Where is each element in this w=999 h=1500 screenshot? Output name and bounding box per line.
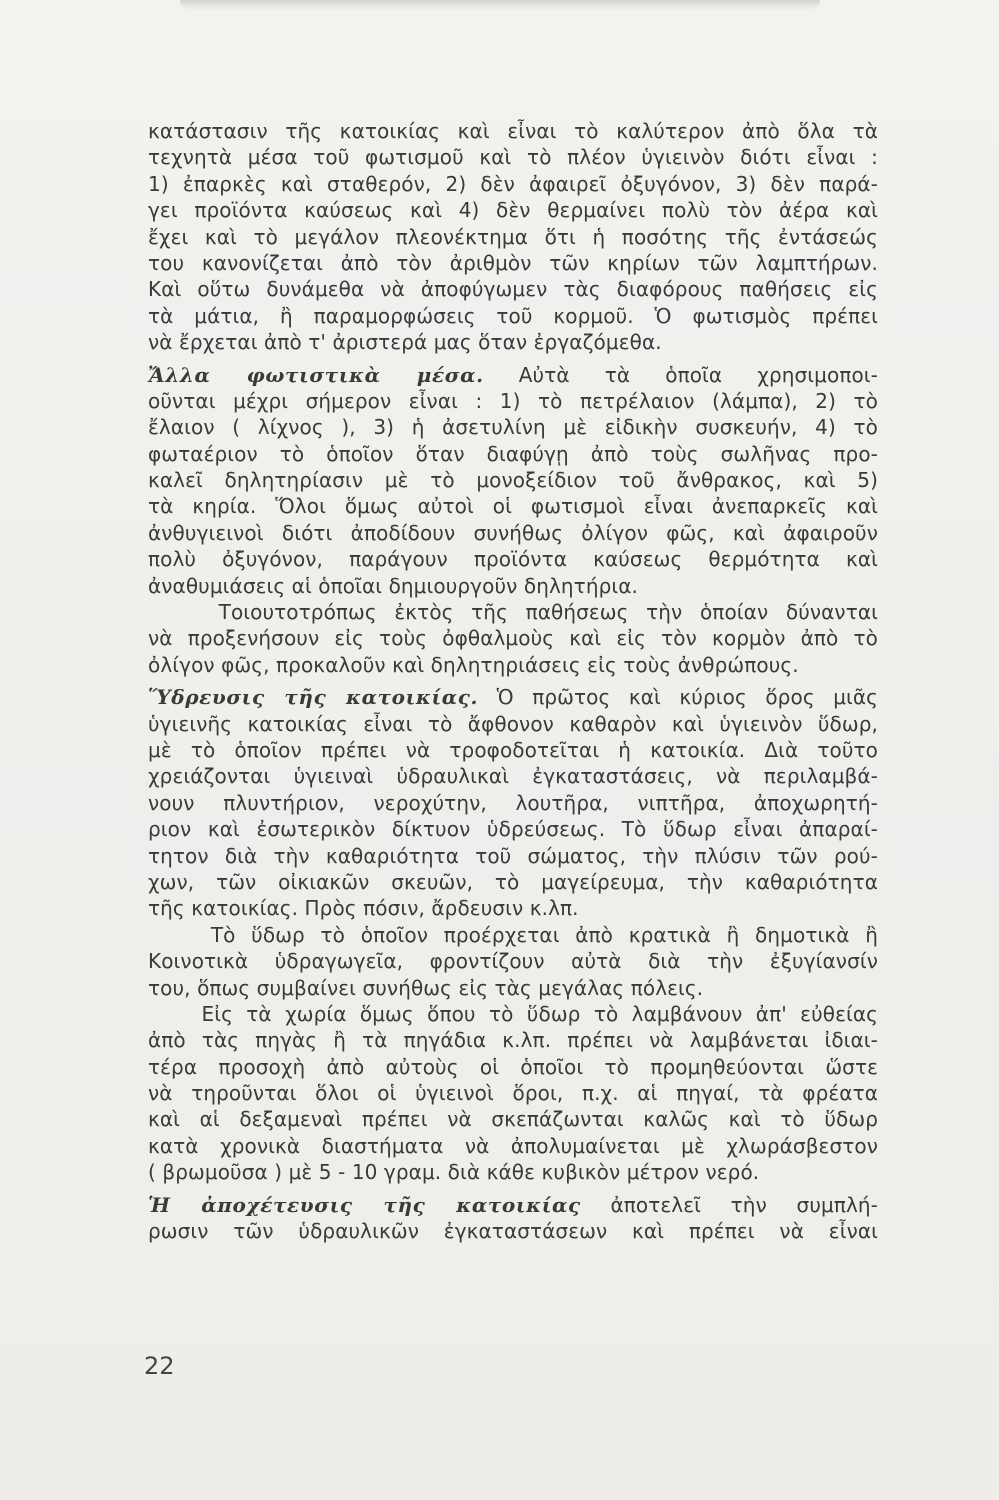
- line-text: τὰ κηρία. Ὅλοι ὅμως αὐτοὶ οἱ φωτισμοὶ εἶναι ἀνεπαρκεῖς καὶ: [148, 494, 878, 519]
- text-line: [148, 1080, 878, 1106]
- line-text: ρωσιν τῶν ὑδραυλικῶν ἐγκαταστάσεων καὶ πρέπει νὰ εἶναι: [148, 1219, 878, 1244]
- text-line: [148, 388, 878, 414]
- text-line: [148, 1106, 878, 1132]
- line-text: ἀποτελεῖ τὴν συμπλή-: [580, 1192, 878, 1217]
- text-line: [148, 493, 878, 519]
- line-text: φωταέριον τὸ ὁποῖον ὅταν διαφύγῃ ἀπὸ τοὺς σωλῆνας προ-: [148, 441, 878, 466]
- line-text: νὰ προξενήσουν εἰς τοὺς ὀφθαλμοὺς καὶ εἰς τὸν κορμὸν ἀπὸ τὸ: [148, 626, 878, 651]
- page-number: 22: [144, 1352, 175, 1380]
- line-text: καλεῖ δηλητηρίασιν μὲ τὸ μονοξείδιον τοῦ ἄνθρακος, καὶ 5): [148, 468, 878, 493]
- line-text: ἔλαιον ( λίχνος ), 3) ἡ ἀσετυλίνη μὲ εἰδικὴν συσκευήν, 4) τὸ: [148, 415, 878, 440]
- text-line: [148, 1027, 878, 1053]
- line-text: ἔχει καὶ τὸ μεγάλον πλεονέκτημα ὅτι ἡ ποσότης τῆς ἐντάσεώς: [148, 224, 878, 249]
- line-text: νὰ τηροῦνται ὅλοι οἱ ὑγιεινοὶ ὅροι, π.χ. αἱ πηγαί, τὰ φρέατα: [148, 1081, 878, 1106]
- line-text: κατὰ χρονικὰ διαστήματα νὰ ἀπολυμαίνεται μὲ χλωράσβεστον: [148, 1133, 878, 1158]
- line-text: ἀναθυμιάσεις αἱ ὁποῖαι δημιουργοῦν δηλητήρια.: [148, 573, 638, 598]
- text-line: [148, 362, 878, 388]
- line-text: Τοιουτοτρόπως ἐκτὸς τῆς παθήσεως τὴν ὁποίαν δύνανται: [148, 600, 878, 625]
- line-text: γει προϊόντα καύσεως καὶ 4) δὲν θερμαίνει πολὺ τὸν ἀέρα καὶ: [148, 198, 878, 223]
- text-line: [148, 467, 878, 493]
- line-text: ( βρωμοῦσα ) μὲ 5 - 10 γραμ. διὰ κάθε κυβικὸν μέτρον νερό.: [148, 1160, 760, 1185]
- line-text: 1) ἐπαρκὲς καὶ σταθερόν, 2) δὲν ἀφαιρεῖ ὀξυγόνον, 3) δὲν παρά-: [148, 171, 878, 196]
- line-text: οῦνται μέχρι σήμερον εἶναι : 1) τὸ πετρέλαιον (λάμπα), 2) τὸ: [148, 388, 878, 413]
- section-heading: Ἄλλα φωτιστικὰ μέσα.: [148, 362, 484, 387]
- text-line: [148, 1192, 878, 1218]
- text-line: [148, 414, 878, 440]
- line-text: καὶ αἱ δεξαμεναὶ πρέπει νὰ σκεπάζωνται καλῶς καὶ τὸ ὕδωρ: [148, 1107, 878, 1132]
- text-line: [148, 520, 878, 546]
- line-text: χρειάζονται ὑγιειναὶ ὑδραυλικαὶ ἐγκαταστάσεις, νὰ περιλαμβά-: [148, 764, 878, 789]
- text-line: [148, 573, 878, 599]
- line-text: Εἰς τὰ χωρία ὅμως ὅπου τὸ ὕδωρ τὸ λαμβάνουν ἀπ' εὐθείας: [148, 1001, 878, 1026]
- line-text: του κανονίζεται ἀπὸ τὸν ἀριθμὸν τῶν κηρίων τῶν λαμπτήρων.: [148, 250, 878, 275]
- text-line: [148, 1133, 878, 1159]
- line-text: ὀλίγον φῶς, προκαλοῦν καὶ δηλητηριάσεις εἰς τοὺς ἀνθρώπους.: [148, 652, 799, 677]
- text-line: [148, 276, 878, 302]
- line-text: Τὸ ὕδωρ τὸ ὁποῖον προέρχεται ἀπὸ κρατικὰ ἢ δημοτικὰ ἢ: [148, 922, 878, 947]
- section-heading: Ὕδρευσις τῆς κατοικίας.: [148, 685, 479, 710]
- text-line: [148, 843, 878, 869]
- line-text: Καὶ οὕτω δυνάμεθα νὰ ἀποφύγωμεν τὰς διαφόρους παθήσεις εἰς: [148, 277, 878, 302]
- line-text: Ὁ πρῶτος καὶ κύριος ὅρος μιᾶς: [478, 685, 879, 710]
- text-line: [148, 1054, 878, 1080]
- section-heading: Ἡ ἀποχέτευσις τῆς κατοικίας: [148, 1192, 581, 1217]
- line-text: ριον καὶ ἐσωτερικὸν δίκτυον ὑδρεύσεως. Τὸ ὕδωρ εἶναι ἀπαραί-: [148, 817, 878, 842]
- text-line: [148, 895, 878, 921]
- text-line: [148, 948, 878, 974]
- text-line: [148, 922, 878, 948]
- line-text: τητον διὰ τὴν καθαριότητα τοῦ σώματος, τὴν πλύσιν τῶν ρού-: [148, 843, 878, 868]
- text-line: [148, 790, 878, 816]
- text-line: [148, 625, 878, 651]
- text-line: [148, 197, 878, 223]
- text-line: [148, 171, 878, 197]
- line-text: Κοινοτικὰ ὑδραγωγεῖα, φροντίζουν αὐτὰ διὰ τὴν ἐξυγίανσίν: [148, 949, 878, 974]
- text-line: [148, 1218, 878, 1244]
- text-line: [148, 118, 878, 144]
- text-line: [148, 1001, 878, 1027]
- text-line: [148, 144, 878, 170]
- text-line: [148, 1159, 878, 1185]
- line-text: κατάστασιν τῆς κατοικίας καὶ εἶναι τὸ καλύτερον ἀπὸ ὅλα τὰ: [148, 119, 878, 143]
- line-text: τὰ μάτια, ἢ παραμορφώσεις τοῦ κορμοῦ. Ὁ φωτισμὸς πρέπει: [148, 303, 878, 328]
- text-line: [148, 711, 878, 737]
- text-line: [148, 763, 878, 789]
- text-line: [148, 816, 878, 842]
- text-line: [148, 329, 878, 355]
- line-text: τεχνητὰ μέσα τοῦ φωτισμοῦ καὶ τὸ πλέον ὑγιεινὸν διότι εἶναι :: [148, 145, 878, 170]
- line-text: τέρα προσοχὴ ἀπὸ αὐτοὺς οἱ ὁποῖοι τὸ προμηθεύονται ὥστε: [148, 1054, 878, 1079]
- text-line: [148, 546, 878, 572]
- line-text: νὰ ἔρχεται ἀπὸ τ' ἀριστερά μας ὅταν ἐργαζόμεθα.: [148, 330, 662, 355]
- text-line: [148, 250, 878, 276]
- text-line: [148, 869, 878, 895]
- line-text: Αὐτὰ τὰ ὁποῖα χρησιμοποι-: [483, 362, 878, 387]
- body-text: [148, 118, 878, 1244]
- line-text: πολὺ ὀξυγόνον, παράγουν προϊόντα καύσεως θερμότητα καὶ: [148, 547, 878, 572]
- text-line: [148, 599, 878, 625]
- text-line: [148, 975, 878, 1001]
- text-line: [148, 303, 878, 329]
- text-line: [148, 224, 878, 250]
- line-text: μὲ τὸ ὁποῖον πρέπει νὰ τροφοδοτεῖται ἡ κατοικία. Διὰ τοῦτο: [148, 737, 878, 762]
- text-line: [148, 737, 878, 763]
- text-line: [148, 441, 878, 467]
- line-text: ἀπὸ τὰς πηγὰς ἢ τὰ πηγάδια κ.λπ. πρέπει νὰ λαμβάνεται ἰδιαι-: [148, 1028, 878, 1053]
- line-text: ἀνθυγιεινοὶ διότι ἀποδίδουν συνήθως ὀλίγον φῶς, καὶ ἀφαιροῦν: [148, 520, 878, 545]
- page-top-shadow: [180, 0, 820, 10]
- line-text: ὑγιεινῆς κατοικίας εἶναι τὸ ἄφθονον καθαρὸν καὶ ὑγιεινὸν ὕδωρ,: [148, 711, 878, 736]
- line-text: τῆς κατοικίας. Πρὸς πόσιν, ἄρδευσιν κ.λπ.: [148, 896, 579, 921]
- line-text: χων, τῶν οἰκιακῶν σκευῶν, τὸ μαγείρευμα, τὴν καθαριότητα: [148, 869, 878, 894]
- text-line: [148, 684, 878, 710]
- line-text: του, ὅπως συμβαίνει συνήθως εἰς τὰς μεγάλας πόλεις.: [148, 975, 704, 1000]
- text-line: [148, 652, 878, 678]
- line-text: νουν πλυντήριον, νεροχύτην, λουτῆρα, νιπτῆρα, ἀποχωρητή-: [148, 790, 878, 815]
